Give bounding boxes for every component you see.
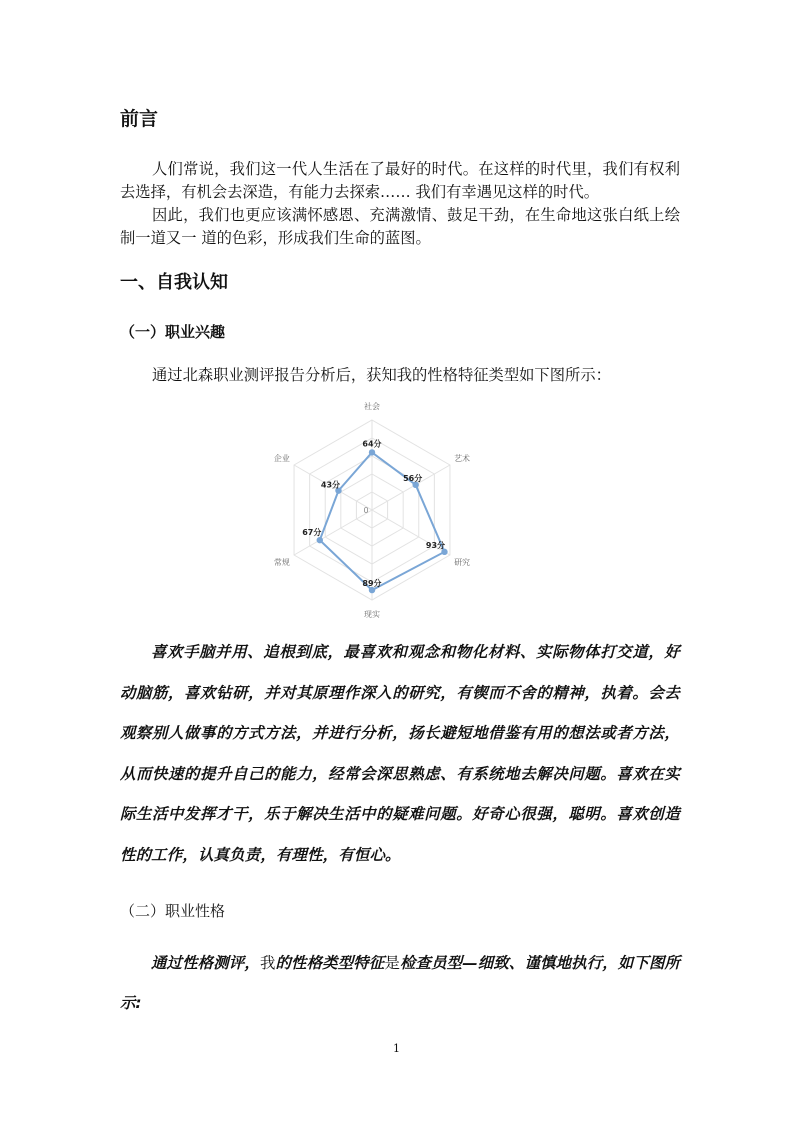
radar-value-label: 64分 (362, 439, 382, 449)
radar-category-label: 常规 (273, 558, 290, 567)
radar-category-label: 研究 (454, 558, 471, 567)
radar-category-label: 企业 (273, 454, 290, 463)
radar-category-label: 现实 (364, 610, 380, 619)
radar-value-label: 89分 (362, 579, 382, 589)
career-personality-paragraph (120, 943, 680, 1023)
radar-value-label: 93分 (425, 540, 446, 550)
page-number: 1 (393, 1042, 400, 1055)
radar-axis-line (372, 465, 450, 510)
preface-paragraph-1: 人们常说，我们这一代人生活在了最好的时代。在这样的时代里，我们有权利去选择，有机会去深造，有能力去探索…… 我们有幸遇见这样的时代。 (120, 160, 680, 201)
radar-data-point (369, 449, 375, 455)
radar-category-label: 社会 (364, 402, 380, 411)
personality-text-a: 通过性格测评， (151, 954, 260, 972)
radar-value-label: 56分 (403, 473, 423, 483)
subsection-career-interest-title: （一）职业兴趣 (120, 323, 226, 341)
radar-value-labels (302, 438, 445, 588)
radar-data-point (317, 537, 323, 543)
career-interest-description: 喜欢手脑并用、追根到底，最喜欢和观念和物化材料、实际物体打交道，好动脑筋，喜欢钻研，并对其原理作深入的研究，有锲而不舍的精神，执着。会去观察别人做事的方式方法，并进行分析，扬长避短地借鉴有用的想法或者方法，从而快速的提升自己的能力，经常会深思熟虑、有系统地去解决问题。喜欢在实际生活中发挥才干，乐于解决生活中的疑难问题。好奇心很强，聪明。喜欢创造性的工作，认真负责，有理性，有恒心。 (120, 643, 680, 864)
career-interest-intro: 通过北森职业测评报告分析后，获知我的性格特征类型如下图所示： (152, 366, 611, 384)
personality-text-c: 的性格类型特征 (275, 954, 385, 972)
radar-category-label: 艺术 (454, 454, 471, 463)
subsection-career-personality-title (120, 900, 225, 921)
radar-value-label: 67分 (302, 528, 322, 538)
personality-text-e: 检查员型—细致、谨慎地执行，如下图所示: (120, 954, 680, 1012)
preface-title: 前言 (120, 108, 159, 130)
radar-center-label: 0 (363, 506, 369, 515)
subsection-career-personality-label: （二）职业性格 (120, 902, 226, 920)
personality-text-b: 我 (259, 954, 276, 972)
section-self-awareness-title: 一、自我认知 (120, 272, 228, 293)
radar-chart (250, 400, 495, 628)
personality-text-d: 是 (384, 954, 400, 972)
radar-value-label: 43分 (320, 480, 341, 490)
preface-paragraph-2: 因此，我们也更应该满怀感恩、充满激情、鼓足干劲，在生命地这张白纸上绘制一道又一 道的色彩，形成我们生命的蓝图。 (120, 206, 680, 247)
